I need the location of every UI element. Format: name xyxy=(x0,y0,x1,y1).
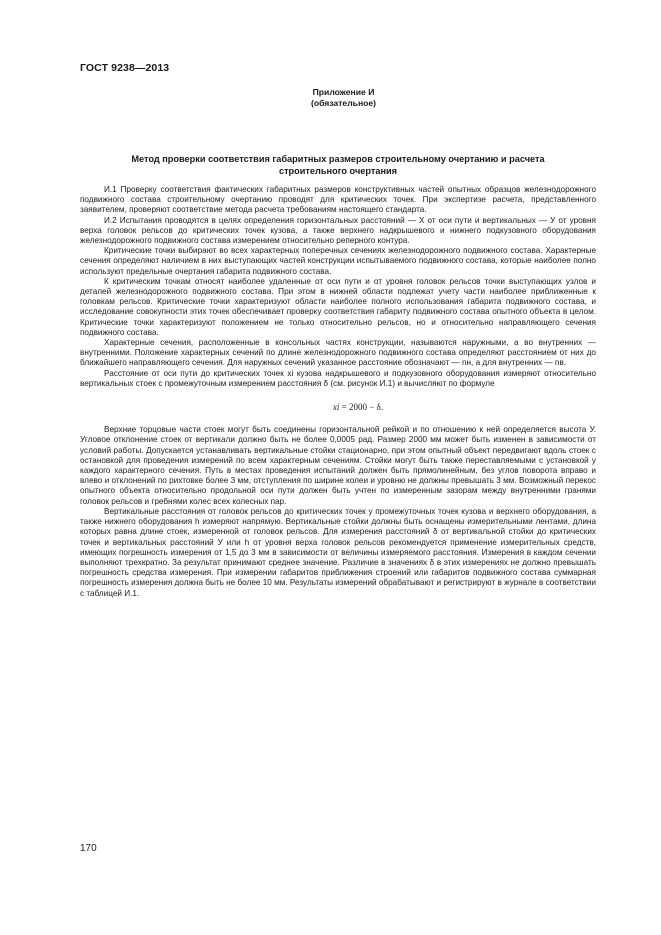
standard-header: ГОСТ 9238—2013 xyxy=(80,62,170,74)
paragraph: К критическим точкам относят наиболее удаленные от оси пути и от уровня головок рельсов точки выступающих узлов и деталей железнодорожного подвижного состава. При этом в нижней области подлежат учету части наиболее приближенные к головкам рельсов. Критические точки характеризуют области наиболее полного использования габарита подвижного состава, и исследование совокупности этих точек обеспечивает проверку соответствия габариту подвижного состава опытного объекта в целом. Критические точки характеризуют положением не только относительно рельсов, но и относительно направляющего сечения подвижного состава. xyxy=(80,276,596,337)
paragraph: Характерные сечения, расположенные в консольных частях конструкции, называются наружными, а во внутренних — внутренними. Положение характерных сечений по длине железнодорожного подвижного состава определяют расстоянием от них до ближайшего направляющего сечения. Для наружных сечений указанное расстояние обозначают — nн, а для внутренних — nв. xyxy=(80,338,596,368)
paragraph: Вертикальные расстояния от головок рельсов до критических точек у промежуточных точек кузова и верхнего оборудования, а также нижнего оборудования h измеряют напрямую. Вертикальные стойки должны быть оснащены измерительными лентами, длина которых равна длине стоек, измеренной от головок рельсов. Для измерения расстояний δ от вертикальной стойки до критических точек и вертикальных расстояний У или h от уровня верха головок рельсов рекомендуется применение измерительных средств, имеющих погрешность измерения от 1,5 до 3 мм в зависимости от величины измеряемого расстояния. Измерения в каждом сечении выполняют трехкратно. За результат принимают среднее значение. Различие в значениях δ в этих измерениях не должно превышать погрешность средства измерения. При измерении габаритов приближения строений или габаритов подвижного состава суммарная погрешность измерения должна быть не более 10 мм. Результаты измерений обрабатывают и регистрируют в журнале в соответствии с таблицей И.1. xyxy=(80,506,596,598)
formula xyxy=(80,402,596,412)
appendix-status: (обязательное) xyxy=(310,98,377,108)
appendix-name: Приложение И xyxy=(312,87,375,97)
page-number: 170 xyxy=(80,843,97,854)
paragraph: Критические точки выбирают во всех характерных поперечных сечениях железнодорожного подвижного состава. Характерные сечения определяют наличием в них выступающих частей конструкции испытываемого подвижного состава, которые наиболее полно используют предельные очертания габарита подвижного состава. xyxy=(80,246,596,276)
paragraph: Расстояние от оси пути до критических точек xi кузова надкрышевого и подкузовного оборудования измеряют относительно вертикальных стоек с промежуточным измерением расстояния δ (см. рисунок И.1) и вычисляют по формуле xyxy=(80,368,596,388)
formula-rhs: = 2000 − δ. xyxy=(341,402,384,413)
section-title xyxy=(80,153,596,177)
paragraph: Верхние торцовые части стоек могут быть соединены горизонтальной рейкой и по отношению к ней определяется высота У. Угловое отклонение стоек от вертикали должно быть не более 0,0005 рад. Размер 2000 мм может быть изменен в зависимости от условий работы. Допускается устанавливать вертикальные стойки стационарно, при этом опытный объект передвигают вдоль стоек с остановкой для проведения измерений по всем характерным сечениям. Стойки могут быть также переставляемыми с установкой у каждого характерного сечения. Путь в местах проведения испытаний должен быть прямолинейным, без углов поворота вправо и влево и отклонений по рихтовке более 3 мм, отступления по ширине колеи и уровню не должны превышать 3 мм. Возможный перекос опытного объекта относительно продольной оси пути должен быть учтен по измеренным зазорам между внутренними гранями головок рельсов и гребнями колес всех колесных пар. xyxy=(80,425,596,506)
appendix-heading xyxy=(0,87,661,109)
title-line-2: строительного очертания xyxy=(278,166,398,176)
formula-lhs: xi xyxy=(332,402,340,413)
paragraph: И.1 Проверку соответствия фактических габаритных размеров конструктивных частей опытных образцов железнодорожного подвижного состава строительному очертанию проводят для критических точек. При экспертизе расчета, представленного заявителем, проверяют соответствие метода расчета требованиям настоящего стандарта. xyxy=(80,185,596,215)
title-line-1: Метод проверки соответствия габаритных размеров строительному очертанию и расчета xyxy=(131,154,545,164)
paragraph: И.2 Испытания проводятся в целях определения горизонтальных расстояний — X от оси пути и вертикальных — У от уровня верха головок рельсов до критических точек кузова, а также верхнего надкрышевого и нижнего подкузовного оборудования железнодорожного подвижного состава измерением относительно реперного контура. xyxy=(80,215,596,246)
body-text xyxy=(80,185,596,599)
